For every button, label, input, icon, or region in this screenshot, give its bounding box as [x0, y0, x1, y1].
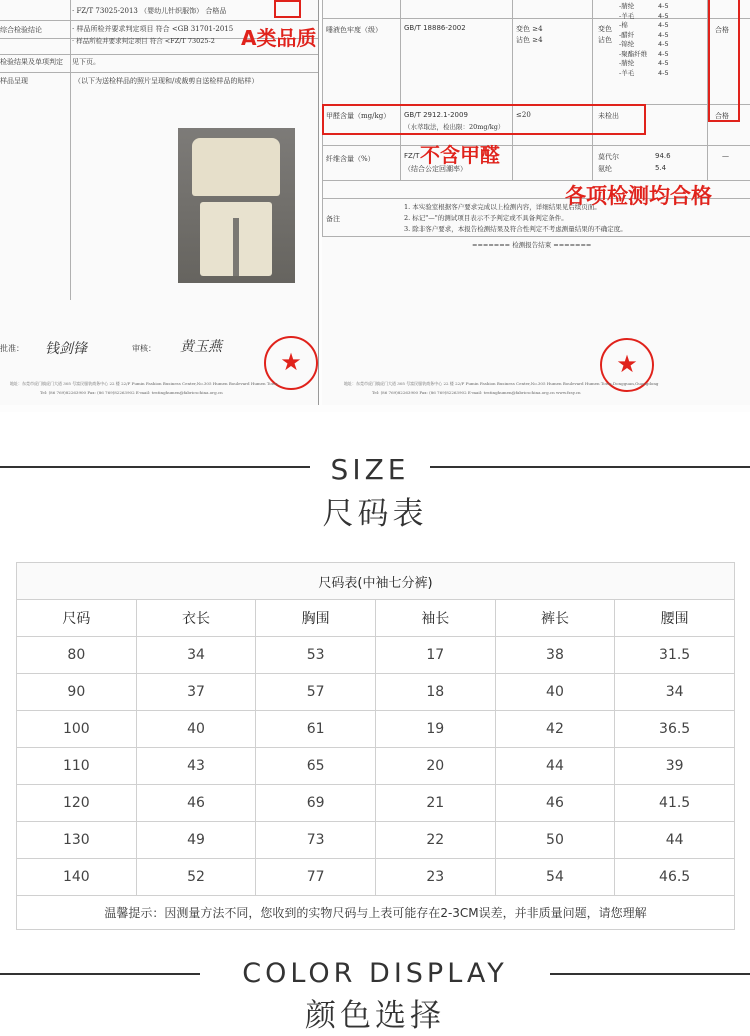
size-title-en: SIZE: [330, 453, 410, 486]
cell-size: 130: [17, 822, 137, 859]
cell-waist: 44: [615, 822, 735, 859]
cell-pants-length: 54: [495, 859, 615, 896]
highlight-box-formaldehyde: [322, 104, 646, 135]
verdict-fiber-content: —: [722, 152, 729, 160]
cell-length: 34: [136, 637, 256, 674]
size-title-rule-right: [430, 466, 750, 468]
cell-sleeve: 20: [375, 748, 495, 785]
report-footer-address-right: 地址：东莞市虎门镇虎门大道 305 号富民服装商务中心 22 楼 22/F Fumin Fashion Business Center,No.305 Humen Boulevard Humen Town,Dongguan,Guangdong: [344, 381, 659, 386]
size-table-caption-row: [17, 563, 735, 600]
cell-sleeve: 23: [375, 859, 495, 896]
remark-3: 3. 除非客户要求，本报告检测结果及符合性判定不考虑测量结果的不确定度。: [404, 225, 627, 233]
cell-waist: 34: [615, 674, 735, 711]
cell-waist: 36.5: [615, 711, 735, 748]
table-row: [17, 785, 735, 822]
req-color-stain: 沾色 ≥4: [516, 36, 543, 44]
report-row-sample-note: （以下为送检样品的照片呈现和/或裁剪自送检样品的贴样）: [74, 77, 259, 85]
cell-sleeve: 22: [375, 822, 495, 859]
cell-chest: 73: [256, 822, 376, 859]
fiber-spandex: 氨纶: [598, 165, 612, 173]
cell-chest: 65: [256, 748, 376, 785]
cell-pants-length: 44: [495, 748, 615, 785]
col-header-waist: 腰围: [615, 600, 735, 637]
highlight-box-grade: [274, 0, 301, 18]
report-footer-address-left: 地址：东莞市虎门镇虎门大道 305 号富民服装商务中心 22 楼 22/F Fumin Fashion Business Center,No.305 Humen Boulevard Humen Town: [10, 381, 278, 386]
cell-length: 43: [136, 748, 256, 785]
cell-length: 40: [136, 711, 256, 748]
verdict-formaldehyde: 合格: [715, 112, 729, 120]
cell-chest: 57: [256, 674, 376, 711]
cell-sleeve: 18: [375, 674, 495, 711]
sample-pants: [200, 202, 272, 276]
cell-size: 80: [17, 637, 137, 674]
fiber-values: 4-5 4-5 4-5 4-5 4-5 4-5 4-5 4-5: [658, 2, 669, 77]
item-color-fastness: 唾液色牢度（级）: [326, 26, 382, 34]
table-row: [17, 859, 735, 896]
report-row-standard: · FZ/T 73025-2013 （婴幼儿针织服饰） 合格品: [72, 7, 227, 15]
cell-chest: 69: [256, 785, 376, 822]
reviewer-signature: 黄玉燕: [180, 339, 222, 355]
size-table-note-row: [17, 896, 735, 930]
size-table-caption: 尺码表(中袖七分裤): [17, 563, 735, 600]
cell-waist: 39: [615, 748, 735, 785]
cell-length: 37: [136, 674, 256, 711]
cell-sleeve: 21: [375, 785, 495, 822]
reviewer-label: 审核：: [132, 344, 156, 353]
remark-1: 1. 本实验室根据客户要求完成以上检测内容，详细结果见后续页面。: [404, 203, 601, 211]
table-row: [17, 748, 735, 785]
req-color-change: 变色 ≥4: [516, 25, 543, 33]
cell-size: 110: [17, 748, 137, 785]
table-row: [17, 674, 735, 711]
verdict-color-fastness: 合格: [715, 26, 729, 34]
report-footer-tel-right: Tel: (86 769)82263900 Fax: (86 769)82263902 E-mail: testinghumen@fabricschina.org.cn www.fzsy.cn: [372, 390, 581, 395]
table-row: [17, 637, 735, 674]
official-seal-left: ★: [264, 336, 318, 390]
cell-pants-length: 42: [495, 711, 615, 748]
item-formaldehyde: 甲醛含量（mg/kg）: [326, 112, 391, 120]
fiber-modal-value: 94.6: [655, 152, 671, 160]
cell-size: 120: [17, 785, 137, 822]
cell-size: 100: [17, 711, 137, 748]
report-row-next-page: 见下页。: [72, 58, 100, 66]
cell-waist: 46.5: [615, 859, 735, 896]
color-title-rule-right: [550, 973, 750, 975]
remarks-label: 备注: [326, 215, 340, 223]
item-fiber-content: 纤维含量（%）: [326, 155, 375, 163]
standard-fiber-content: FZ/T: [404, 152, 420, 160]
report-end: ======= 检测报告结束 =======: [472, 241, 592, 249]
annotation-no-formaldehyde: 不含甲醛: [420, 143, 500, 167]
cell-length: 49: [136, 822, 256, 859]
col-header-size: 尺码: [17, 600, 137, 637]
col-header-chest: 胸围: [256, 600, 376, 637]
color-title-cn: 颜色选择: [305, 998, 445, 1034]
req-formaldehyde: ≤20: [516, 111, 531, 119]
table-row: [17, 711, 735, 748]
report-page-left: [0, 0, 319, 405]
col-header-sleeve: 袖长: [375, 600, 495, 637]
sample-shirt: [192, 138, 280, 196]
standard-color-fastness: GB/T 18886-2002: [404, 24, 466, 32]
report-header-sample: 样品呈现: [0, 77, 28, 85]
result-formaldehyde: 未检出: [598, 112, 619, 120]
table-row: [17, 822, 735, 859]
color-title-en: COLOR DISPLAY: [242, 958, 508, 989]
cell-sleeve: 17: [375, 637, 495, 674]
cell-chest: 53: [256, 637, 376, 674]
cell-length: 46: [136, 785, 256, 822]
size-title-rule-left: [0, 466, 310, 468]
report-row-conform-1: · 样品所检并要求判定项目 符合 <GB 31701-2015: [72, 25, 234, 33]
size-chart-table: [16, 562, 735, 930]
cell-chest: 77: [256, 859, 376, 896]
cell-chest: 61: [256, 711, 376, 748]
size-table-header-row: [17, 600, 735, 637]
official-seal-right: ★: [600, 338, 654, 392]
cell-pants-length: 40: [495, 674, 615, 711]
cell-pants-length: 38: [495, 637, 615, 674]
col-header-length: 衣长: [136, 600, 256, 637]
test-report-image: [0, 0, 750, 412]
highlight-box-verdicts: [708, 0, 740, 122]
annotation-a-grade: A类品质: [241, 26, 317, 50]
remark-2: 2. 标记"—"的测试项目表示不予判定或不具备判定条件。: [404, 214, 568, 222]
color-title-rule-left: [0, 973, 200, 975]
annotation-all-pass: 各项检测均合格: [565, 184, 712, 208]
size-title-cn: 尺码表: [322, 496, 428, 532]
cell-length: 52: [136, 859, 256, 896]
cell-size: 140: [17, 859, 137, 896]
res-color-change: 变色: [598, 25, 612, 33]
cell-pants-length: 50: [495, 822, 615, 859]
cell-waist: 31.5: [615, 637, 735, 674]
report-header-result: 检验结果及单项判定: [0, 58, 63, 66]
sub-fiber-content: （结合公定回潮率）: [404, 165, 467, 173]
method-formaldehyde: （水萃取法，检出限：20mg/kg）: [404, 123, 505, 131]
report-header-conclusion: 综合检验结论: [0, 26, 42, 34]
fiber-modal: 莫代尔: [598, 153, 619, 161]
size-table-note: 温馨提示：因测量方法不同，您收到的实物尺码与上表可能存在2-3CM误差，并非质量问题，请您理解: [17, 896, 735, 930]
cell-sleeve: 19: [375, 711, 495, 748]
report-footer-tel-left: Tel: (86 769)82263900 Fax: (86 769)82263902 E-mail: testinghumen@fabricschina.org.cn: [40, 390, 223, 395]
approver-signature: 钱剑锋: [45, 341, 87, 357]
sample-garment-photo: [178, 128, 295, 283]
res-color-stain: 沾色: [598, 36, 612, 44]
report-row-conform-2: · 样品所检并要求判定项目 符合 <FZ/T 73025-2: [72, 37, 215, 45]
fiber-spandex-value: 5.4: [655, 164, 667, 172]
cell-waist: 41.5: [615, 785, 735, 822]
approver-label: 批准：: [0, 344, 24, 353]
cell-size: 90: [17, 674, 137, 711]
cell-pants-length: 46: [495, 785, 615, 822]
col-header-pants-length: 裤长: [495, 600, 615, 637]
fiber-list: -腈纶 -羊毛 -棉 -醋纤 -锦纶 -聚酯纤维 -腈纶 -羊毛: [619, 2, 648, 77]
standard-formaldehyde: GB/T 2912.1-2009: [404, 111, 468, 119]
